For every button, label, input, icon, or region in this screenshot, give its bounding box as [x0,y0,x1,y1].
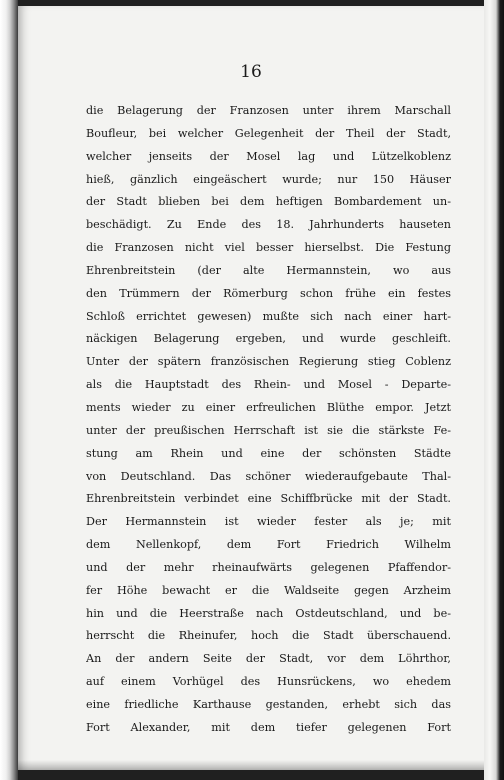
book-binding-edge [0,0,18,780]
text-line: Schloß errichtet gewesen) mußte sich nach einer hart- [86,309,451,323]
text-line: den Trümmern der Römerburg schon frühe ein festes [86,286,451,300]
text-line: der Stadt blieben bei dem heftigen Bombardement un- [86,195,451,209]
text-line: und der mehr rheinaufwärts gelegenen Pfaffendor- [86,560,451,574]
text-line: Ehrenbreitstein (der alte Hermannstein, wo aus [86,263,451,277]
text-line: von Deutschland. Das schöner wiederaufgebaute Thal- [86,469,451,483]
text-line: stung am Rhein und eine der schönsten Städte [86,446,451,460]
text-line: Boufleur, bei welcher Gelegenheit der Theil der Stadt, [86,126,451,140]
page-stack-edge [484,0,504,780]
text-line: An der andern Seite der Stadt, vor dem Löhrthor, [86,652,451,666]
text-line: Unter der spätern französischen Regierung stieg Coblenz [86,355,451,369]
book-page [18,6,484,770]
text-line: herrscht die Rheinufer, hoch die Stadt überschauend. [86,629,451,643]
body-text [86,100,451,740]
page-number: 16 [240,62,262,82]
text-line: Fort Alexander, mit dem tiefer gelegenen Fort [86,720,451,734]
text-line: ments wieder zu einer erfreulichen Blüthe empor. Jetzt [86,400,451,414]
page-bottom-shadow [18,760,484,770]
text-line: beschädigt. Zu Ende des 18. Jahrhunderts hauseten [86,218,451,232]
text-line: hin und die Heerstraße nach Ostdeutschland, und be- [86,606,451,620]
text-line: auf einem Vorhügel des Hunsrückens, wo ehedem [86,675,451,689]
text-line: hieß, gänzlich eingeäschert wurde; nur 150 Häuser [86,172,451,186]
text-line: Ehrenbreitstein verbindet eine Schiffbrücke mit der Stadt. [86,492,451,506]
text-line: dem Nellenkopf, dem Fort Friedrich Wilhelm [86,538,451,552]
text-line: als die Hauptstadt des Rhein- und Mosel - Departe- [86,378,451,392]
text-line: eine friedliche Karthause gestanden, erhebt sich das [86,697,451,711]
text-line: näckigen Belagerung ergeben, und wurde geschleift. [86,332,451,346]
text-line: die Franzosen nicht viel besser hierselbst. Die Festung [86,241,451,255]
text-line: die Belagerung der Franzosen unter ihrem Marschall [86,104,451,117]
text-line: fer Höhe bewacht er die Waldseite gegen Arzheim [86,583,451,597]
text-line: unter der preußischen Herrschaft ist sie die stärkste Fe- [86,423,451,437]
text-line: welcher jenseits der Mosel lag und Lützelkoblenz [86,149,451,163]
text-line: Der Hermannstein ist wieder fester als je; mit [86,515,451,529]
